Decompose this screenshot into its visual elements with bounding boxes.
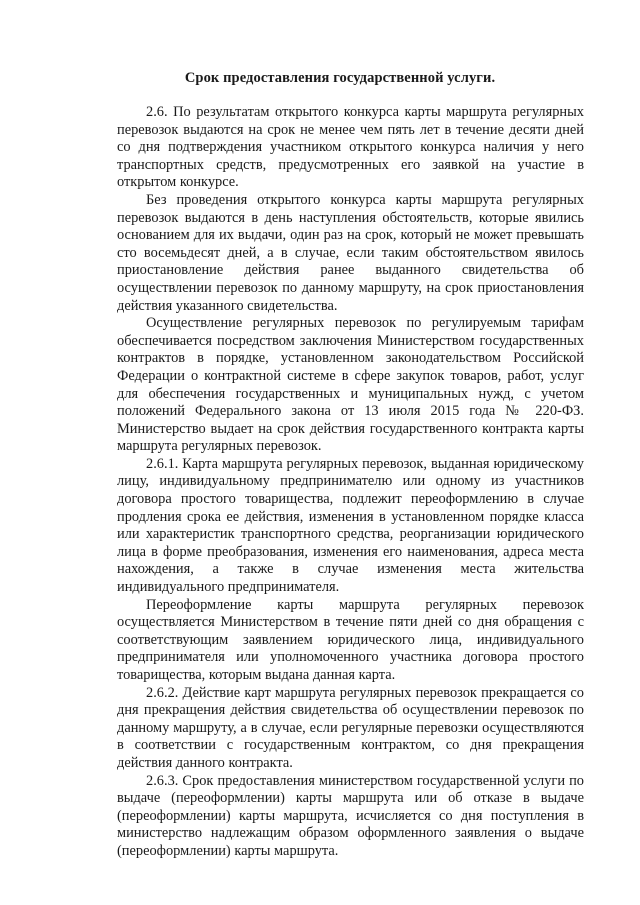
paragraph-without-contest: Без проведения открытого конкурса карты маршрута регулярных перевозок выдаются в день наступления обстоятельств, которые явились основанием для их выдачи, один раз на срок, который не может превышать сто восемьдесят дней, а в случае, если таким обстоятельством явилось приостановление действия ранее выданного свидетельства об осуществлении перевозок по данному маршруту, на срок приостановления действия указанного свидетельства. (117, 191, 584, 314)
document-body (117, 104, 584, 861)
paragraph-2-6-3: 2.6.3. Срок предоставления министерством государственной услуги по выдаче (переоформлении) карты маршрута или об отказе в выдаче (переоформлении) карты маршрута, исчисляется со дня поступления в министерство надлежащим образом оформленного заявления о выдаче (переоформлении) карты маршрута. (117, 772, 584, 859)
paragraph-reissue: Переоформление карты маршрута регулярных перевозок осуществляется Министерством в течение пяти дней со дня обращения с соответствующим заявлением юридического лица, индивидуального предпринимателя или уполномоченного участника договора простого товарищества, которым выдана данная карта. (117, 596, 584, 683)
paragraph-2-6: 2.6. По результатам открытого конкурса карты маршрута регулярных перевозок выдаются на срок не менее чем пять лет в течение десяти дней со дня подтверждения участником открытого конкурса наличия у него транспортных средств, предусмотренных его заявкой на участие в открытом конкурсе. (117, 104, 584, 191)
paragraph-regulated-tariffs: Осуществление регулярных перевозок по регулируемым тарифам обеспечивается посредством заключения Министерством государственных контрактов в порядке, установленном законодательством Российской Федерации о контрактной системе в сфере закупок товаров, работ, услуг для обеспечения государственных и муниципальных нужд, с учетом положений Федерального закона от 13 июля 2015 года № 220-ФЗ. Министерство выдает на срок действия государственного контракта карты маршрута регулярных перевозок. (117, 315, 584, 455)
section-heading: Срок предоставления государственной услуги. (184, 70, 496, 86)
paragraph-2-6-1: 2.6.1. Карта маршрута регулярных перевозок, выданная юридическому лицу, индивидуальному предпринимателю или одному из участников договора простого товарищества, подлежит переоформлению в случае продления срока ее действия, изменения в установленном порядке класса или характеристик транспортного средства, реорганизации юридического лица в форме преобразования, изменения его наименования, адреса места нахождения, а также в случае изменения места жительства индивидуального предпринимателя. (117, 455, 584, 596)
paragraph-2-6-2: 2.6.2. Действие карт маршрута регулярных перевозок прекращается со дня прекращения действия свидетельства об осуществлении перевозок по данному маршруту, а в случае, если регулярные перевозки осуществляются в соответствии с государственным контрактом, со дня прекращения действия данного контракта. (117, 684, 584, 771)
